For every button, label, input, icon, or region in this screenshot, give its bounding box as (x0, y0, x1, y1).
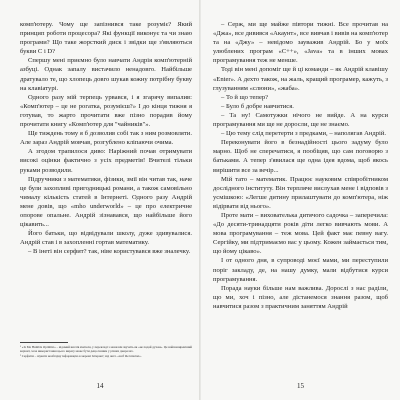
paragraph: Одного разу мій терпець урвався, і я згарячу випалив: «Комп'ютер – це не рогатка, розумієш?» І до кінця тижня я готував, то жарто прочитати вже пізно порадив йому прочитати книгу «Комп'ютер для "чайників"». (20, 93, 192, 129)
footnotes (20, 345, 192, 359)
paragraph: Ще тиждень тому я б дозволив собі так з ним розмовляти. Але зараз Андрій мовчав, розгублено кліпаючи очима. (20, 130, 192, 147)
right-page (201, 0, 400, 400)
paragraph: комп'ютеру. Чому ще запізнився таке розуміє? Який принцип роботи процесора? Які функції виконує та чи знаю програми? Що таке жорсткий диск і звідки ще з'являються букви C і D? (20, 21, 192, 56)
paragraph: Порада науки більше нам важлива. Дорослі з нас раділи, що ми, хоч і пізно, але дістанемося знання разом, щоб навчитися разом з практичним заняттям Андрій (213, 284, 388, 310)
paragraph: – В інетi він серфит? так, ніве користувався вже зналечку. (28, 248, 191, 256)
paragraph: – То й що тепер? (221, 93, 269, 101)
paragraph: – Та ну! Самотужки нічого не вийде. А на курси програмування ми ще не доросли, ще не знаємо. (213, 111, 388, 129)
paragraph: Проте мати – вихователька дитячого садочка – заперечила: «До десяти-тринадцяти років діти легко вивчають мови. А мова програмування – теж мова. Цей факт має певну вагу. Сергійку, ми підтримаємо вас у цьому. Кожен займається тим, що йому цікаво». (213, 211, 388, 256)
paragraph: – Цю тему слід перетерти з предками, – наполягав Андрій. (221, 130, 387, 138)
page-number: 15 (297, 382, 304, 390)
footnote: ² Серфити – шукати необхідну інформацію в мережі Інтернет; від англ. «surf the internet». (20, 354, 142, 359)
page-number: 14 (96, 382, 104, 390)
paragraph: – Серж, ми ще майже півтори тижні. Все прочитав на «Джа», все дивився «Акаунт», все вивчав і вивів на комп'ютер та на «Джу» – невідомо зауважив Андрій. Бо у моїх улюблених програм «С++», «Java» та в інших мовах програмування теж не менше. (213, 21, 388, 65)
paragraph: Тоді він мені допоміг ще й ці команди – як Андрій клавішу «Enter». А дехто також, на жаль, кращий програмер, кажуть, з глузуванням «слюни», «жаба». (213, 66, 388, 92)
paragraph: А згодом трапилося диво: Наріжний почав отримувати високі оцінки фактично з усіх предметів! Вчителі тільки руками розводили. (20, 148, 192, 174)
paragraph: Переконувати його в безнадійності цього задуму було марно. Щоб не сперечатися, я пообіцяв, що сам поговорю з батьками. А тепер з'явилася ще одна ідея вдома, щоб якось вирішити все за вечір... (213, 139, 388, 174)
footnote-divider (20, 342, 68, 343)
left-page-text (20, 20, 192, 256)
paragraph: Підручники з математики, фізики, змії він читав так, наче це були захопливі пригодницькі романи, а також самовільно чималу кількість статей в Інтернеті. Одного разу Андрій мене довів, що «mho underworld» – це про електричне опорове опальне. Андрій зізнавався, що найбільше його цікавить... (20, 175, 192, 229)
paragraph: – Було б добре навчитися. (221, 102, 294, 110)
paragraph: І от одного дня, в супроводі моєї мами, ми переступили поріг закладу, де, на нашу думку, мали відбутися курси програмування. (213, 257, 388, 283)
footnote: ¹ «Je Me Humble Optimist» – відомий вислів вчителя, у перекладі з мови він звучить як «не падай духом». Це найпоширеніший варіант, хоча використання цього виразу може бути дещо іншим у різних джерелах. (20, 345, 192, 354)
paragraph: Спершу мені приємно було навчати Андрія комп'ютерній азбуці. Однак запалу вистачило ненадовго. Найбільше дратувало те, що хлопець довго шукав кожну потрібну букву на клавіатурі. (20, 57, 192, 92)
right-page-text (213, 20, 388, 311)
paragraph: Його батьки, що відвідували школу, дуже здивувалися. Андрій став і в захопленні гортав математику. (20, 230, 192, 247)
paragraph: Мій тато – математик. Працює науковим співробітником дослідного інституту. Він терпляче вислухав мене і відповів з усмішкою: «Легше дитину прилаштувати до комп'ютера, ніж відірвати від нього». (213, 175, 388, 210)
